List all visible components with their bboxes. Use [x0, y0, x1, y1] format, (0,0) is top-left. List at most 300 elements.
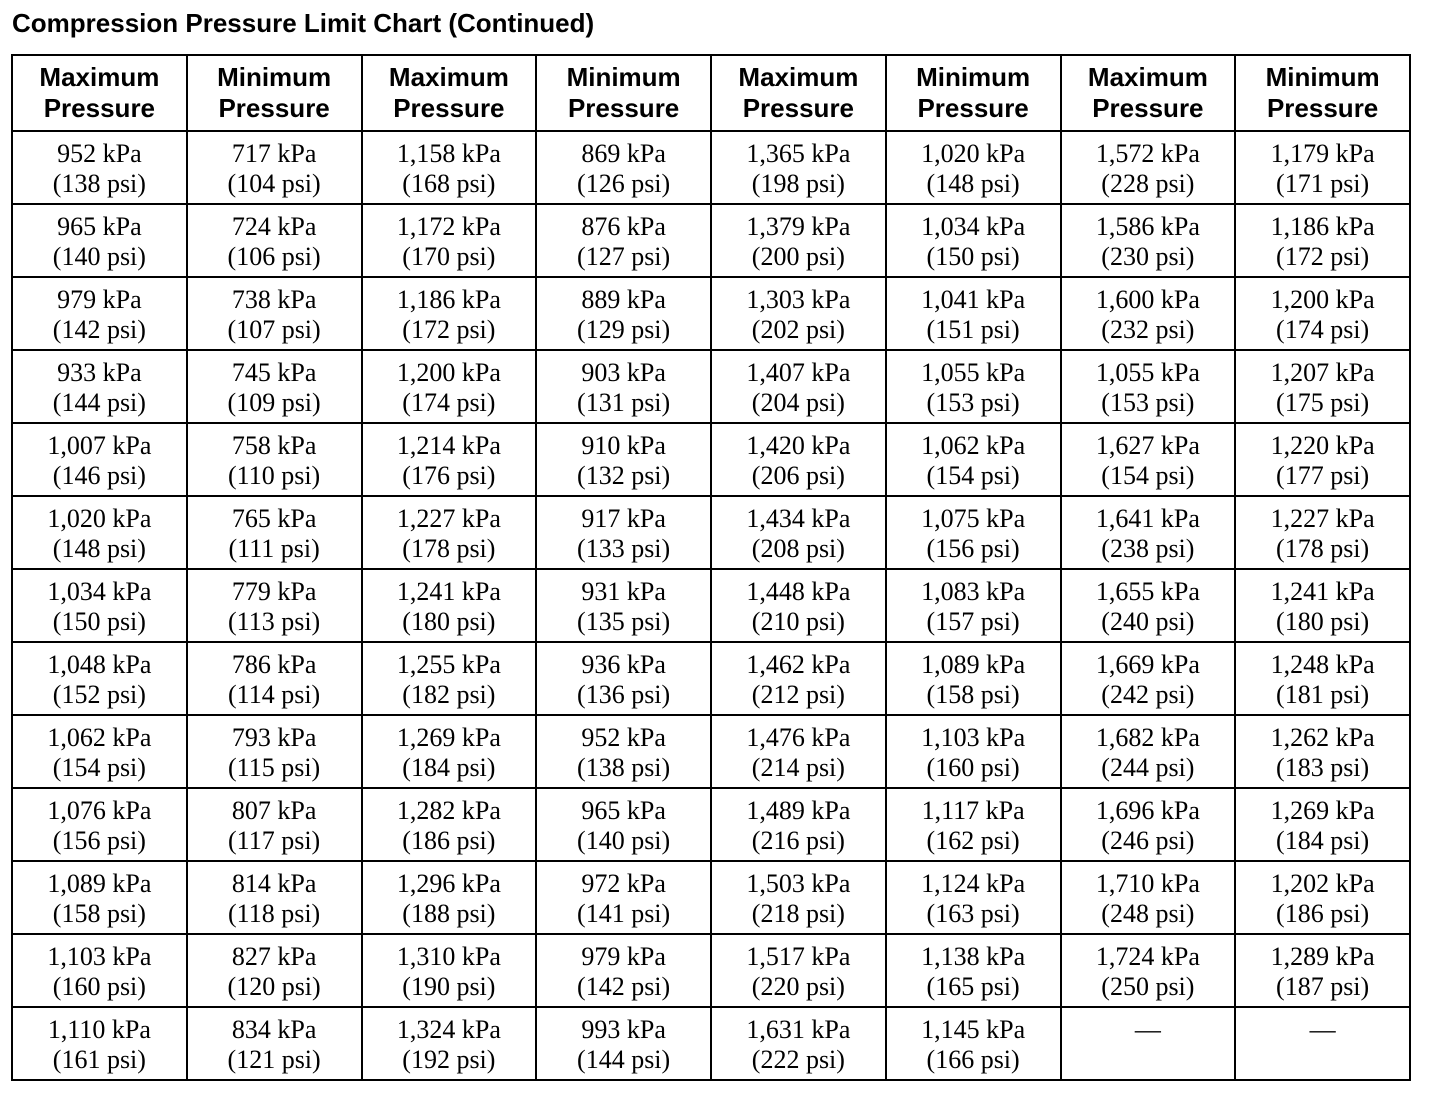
table-cell [886, 715, 1061, 788]
table-cell [1061, 934, 1236, 1007]
table-cell [711, 350, 886, 423]
cell-value-psi: (140 psi) [577, 826, 671, 855]
table-cell [711, 131, 886, 204]
cell-value-psi: (104 psi) [227, 169, 321, 198]
table-cell [12, 788, 187, 861]
cell-value-kpa: 1,572 kPa [1095, 139, 1200, 168]
table-cell [1061, 496, 1236, 569]
cell-value-psi: (238 psi) [1101, 534, 1195, 563]
cell-value-psi: (240 psi) [1101, 607, 1195, 636]
cell-value-psi: (168 psi) [402, 169, 496, 198]
table-cell [1061, 788, 1236, 861]
table-cell [1061, 204, 1236, 277]
cell-value-kpa: 1,710 kPa [1095, 869, 1200, 898]
cell-value-kpa: 1,041 kPa [921, 285, 1026, 314]
cell-value-psi: (144 psi) [577, 1045, 671, 1074]
cell-value-psi: (178 psi) [402, 534, 496, 563]
cell-value-psi: (161 psi) [52, 1045, 146, 1074]
table-cell [886, 350, 1061, 423]
cell-value-kpa: 1,627 kPa [1095, 431, 1200, 460]
table-cell [536, 496, 711, 569]
cell-value-psi: (110 psi) [228, 461, 321, 490]
cell-value-psi: (200 psi) [751, 242, 845, 271]
cell-value-psi: (160 psi) [926, 753, 1020, 782]
cell-value-psi: (184 psi) [402, 753, 496, 782]
cell-value-psi: (172 psi) [402, 315, 496, 344]
table-row [12, 1007, 1410, 1080]
cell-value-kpa: 1,076 kPa [47, 796, 152, 825]
cell-value-kpa: 952 kPa [57, 139, 142, 168]
cell-value-psi: (148 psi) [52, 534, 146, 563]
table-cell [886, 861, 1061, 934]
cell-value-psi: (158 psi) [52, 899, 146, 928]
cell-value-kpa: 1,641 kPa [1095, 504, 1200, 533]
table-cell [711, 204, 886, 277]
cell-value-psi: (206 psi) [751, 461, 845, 490]
cell-value-psi: (174 psi) [1276, 315, 1370, 344]
cell-value-kpa: 834 kPa [231, 1015, 317, 1044]
column-header-6 [886, 55, 1061, 131]
cell-value-kpa: 1,158 kPa [396, 139, 501, 168]
cell-value-psi: (228 psi) [1101, 169, 1195, 198]
table-cell [362, 1007, 537, 1080]
table-cell [12, 569, 187, 642]
table-cell [187, 423, 362, 496]
table-cell [1235, 861, 1410, 934]
cell-value-kpa: 1,255 kPa [396, 650, 501, 679]
cell-value-psi: (184 psi) [1276, 826, 1370, 855]
cell-value-psi: (113 psi) [228, 607, 321, 636]
cell-value-kpa: 1,110 kPa [47, 1015, 151, 1044]
cell-value-psi: (198 psi) [751, 169, 845, 198]
cell-value-kpa: 933 kPa [57, 358, 142, 387]
cell-value-psi: (174 psi) [402, 388, 496, 417]
cell-value-kpa: 1,020 kPa [921, 139, 1026, 168]
column-header-2 [187, 55, 362, 131]
cell-value-psi: (153 psi) [1101, 388, 1195, 417]
cell-value-kpa: 952 kPa [581, 723, 666, 752]
table-cell [1061, 423, 1236, 496]
cell-value-psi: (210 psi) [751, 607, 845, 636]
cell-value-psi: (142 psi) [52, 315, 146, 344]
cell-value-psi: (114 psi) [228, 680, 321, 709]
table-cell [1235, 788, 1410, 861]
table-cell [886, 204, 1061, 277]
column-header-8 [1235, 55, 1410, 131]
table-cell [12, 861, 187, 934]
cell-value-psi: (186 psi) [1276, 899, 1370, 928]
cell-value-psi: (166 psi) [926, 1045, 1020, 1074]
cell-value-psi: (118 psi) [228, 899, 321, 928]
table-cell [187, 788, 362, 861]
table-cell [1235, 423, 1410, 496]
cell-value-psi: (115 psi) [228, 753, 321, 782]
column-header-line: Pressure [567, 93, 680, 123]
table-cell [711, 934, 886, 1007]
table-cell [362, 788, 537, 861]
cell-value-psi: (222 psi) [751, 1045, 845, 1074]
column-header-line: Minimum [217, 62, 332, 92]
cell-value-kpa: 917 kPa [581, 504, 666, 533]
column-header-line: Pressure [393, 93, 505, 123]
table-cell [1061, 569, 1236, 642]
table-cell [711, 569, 886, 642]
column-header-line: Pressure [1266, 93, 1379, 123]
cell-value-psi: (140 psi) [52, 242, 146, 271]
cell-value-psi: (170 psi) [402, 242, 496, 271]
cell-value-psi: (121 psi) [227, 1045, 321, 1074]
table-cell [1235, 715, 1410, 788]
table-cell [362, 861, 537, 934]
cell-value-kpa: 1,248 kPa [1270, 650, 1375, 679]
cell-value-psi: (162 psi) [926, 826, 1020, 855]
table-cell [1061, 131, 1236, 204]
cell-value-kpa: 1,200 kPa [396, 358, 501, 387]
table-cell [536, 131, 711, 204]
cell-value-psi: (177 psi) [1276, 461, 1370, 490]
cell-value-psi: (144 psi) [52, 388, 146, 417]
table-row [12, 715, 1410, 788]
cell-value-psi: (142 psi) [577, 972, 671, 1001]
table-cell [187, 1007, 362, 1080]
cell-value-kpa: 1,186 kPa [1270, 212, 1375, 241]
cell-value-psi: (107 psi) [227, 315, 321, 344]
cell-value-kpa: 1,207 kPa [1270, 358, 1375, 387]
table-cell [12, 1007, 187, 1080]
cell-value-kpa: 1,034 kPa [921, 212, 1026, 241]
cell-value-psi: (230 psi) [1101, 242, 1195, 271]
cell-value-psi: (242 psi) [1101, 680, 1195, 709]
cell-value-kpa: 1,055 kPa [1095, 358, 1200, 387]
cell-value-kpa: 717 kPa [231, 139, 317, 168]
cell-value-psi: (150 psi) [926, 242, 1020, 271]
table-cell [1061, 1007, 1236, 1080]
cell-value-psi: (178 psi) [1276, 534, 1370, 563]
table-row [12, 423, 1410, 496]
table-cell [187, 131, 362, 204]
cell-value-psi: (138 psi) [577, 753, 671, 782]
table-cell [886, 423, 1061, 496]
cell-value-kpa: 972 kPa [581, 869, 666, 898]
table-cell [536, 861, 711, 934]
column-header-line: Maximum [388, 62, 509, 92]
cell-value-kpa: 814 kPa [231, 869, 317, 898]
table-cell [1061, 715, 1236, 788]
cell-value-psi: (214 psi) [751, 753, 845, 782]
cell-value-psi: (190 psi) [402, 972, 496, 1001]
cell-value-psi: (117 psi) [228, 826, 321, 855]
cell-value-psi: (180 psi) [402, 607, 496, 636]
cell-value-psi: (106 psi) [227, 242, 321, 271]
column-header-line: Pressure [917, 93, 1029, 123]
cell-value-psi: (136 psi) [577, 680, 671, 709]
cell-value-psi: (186 psi) [402, 826, 496, 855]
cell-value-psi: (146 psi) [52, 461, 146, 490]
cell-value-kpa: 1,303 kPa [746, 285, 851, 314]
cell-value-psi: (127 psi) [577, 242, 671, 271]
cell-value-psi: (171 psi) [1276, 169, 1370, 198]
column-header-line: Pressure [1092, 93, 1204, 123]
table-cell [12, 204, 187, 277]
cell-value-kpa: 1,476 kPa [746, 723, 851, 752]
cell-value-kpa: 1,724 kPa [1095, 942, 1200, 971]
table-cell [12, 496, 187, 569]
cell-value-psi: (187 psi) [1276, 972, 1370, 1001]
cell-value-kpa: 1,124 kPa [921, 869, 1026, 898]
cell-value-kpa: 1,062 kPa [921, 431, 1026, 460]
cell-value-kpa: — [1134, 1015, 1161, 1044]
table-cell [12, 715, 187, 788]
table-cell [886, 277, 1061, 350]
table-cell [362, 642, 537, 715]
cell-value-kpa: 765 kPa [231, 504, 317, 533]
column-header-line: Minimum [566, 62, 681, 92]
cell-value-psi: (175 psi) [1276, 388, 1370, 417]
cell-value-kpa: 1,324 kPa [396, 1015, 501, 1044]
table-cell [886, 934, 1061, 1007]
table-cell [362, 350, 537, 423]
cell-value-kpa: 827 kPa [231, 942, 317, 971]
table-cell [536, 1007, 711, 1080]
cell-value-kpa: 1,145 kPa [921, 1015, 1026, 1044]
table-cell [12, 934, 187, 1007]
table-cell [886, 1007, 1061, 1080]
cell-value-kpa: 1,682 kPa [1095, 723, 1200, 752]
table-cell [711, 423, 886, 496]
table-cell [187, 204, 362, 277]
cell-value-kpa: 1,289 kPa [1270, 942, 1375, 971]
cell-value-psi: (157 psi) [926, 607, 1020, 636]
cell-value-psi: (111 psi) [228, 534, 320, 563]
cell-value-kpa: 1,448 kPa [746, 577, 851, 606]
cell-value-psi: (131 psi) [577, 388, 671, 417]
cell-value-kpa: 724 kPa [231, 212, 317, 241]
column-header-7 [1061, 55, 1236, 131]
cell-value-kpa: 965 kPa [57, 212, 142, 241]
cell-value-kpa: 1,503 kPa [746, 869, 851, 898]
cell-value-kpa: 1,669 kPa [1095, 650, 1200, 679]
cell-value-kpa: 779 kPa [231, 577, 317, 606]
table-cell [187, 934, 362, 1007]
table-cell [1235, 131, 1410, 204]
table-cell [187, 277, 362, 350]
cell-value-psi: (232 psi) [1101, 315, 1195, 344]
cell-value-kpa: 745 kPa [231, 358, 317, 387]
cell-value-psi: (188 psi) [402, 899, 496, 928]
table-row [12, 861, 1410, 934]
column-header-line: Minimum [916, 62, 1031, 92]
cell-value-psi: (154 psi) [52, 753, 146, 782]
cell-value-psi: (126 psi) [577, 169, 671, 198]
cell-value-kpa: 1,117 kPa [921, 796, 1025, 825]
cell-value-psi: (212 psi) [751, 680, 845, 709]
cell-value-kpa: 1,055 kPa [921, 358, 1026, 387]
table-cell [711, 788, 886, 861]
cell-value-kpa: 869 kPa [581, 139, 666, 168]
cell-value-kpa: 936 kPa [581, 650, 666, 679]
cell-value-psi: (180 psi) [1276, 607, 1370, 636]
column-header-line: Pressure [218, 93, 330, 123]
cell-value-psi: (182 psi) [402, 680, 496, 709]
cell-value-kpa: 903 kPa [581, 358, 666, 387]
cell-value-psi: (160 psi) [52, 972, 146, 1001]
column-header-5 [711, 55, 886, 131]
table-cell [362, 277, 537, 350]
table-cell [536, 569, 711, 642]
cell-value-psi: (250 psi) [1101, 972, 1195, 1001]
cell-value-kpa: 1,227 kPa [396, 504, 501, 533]
cell-value-psi: (172 psi) [1276, 242, 1370, 271]
table-cell [711, 1007, 886, 1080]
cell-value-psi: (154 psi) [926, 461, 1020, 490]
cell-value-kpa: 1,269 kPa [1270, 796, 1375, 825]
table-cell [1235, 1007, 1410, 1080]
table-cell [362, 496, 537, 569]
cell-value-psi: (176 psi) [402, 461, 496, 490]
cell-value-kpa: 1,089 kPa [47, 869, 152, 898]
table-row [12, 350, 1410, 423]
table-cell [886, 496, 1061, 569]
column-header-line: Pressure [742, 93, 855, 123]
cell-value-psi: (152 psi) [52, 680, 146, 709]
table-cell [886, 642, 1061, 715]
cell-value-psi: (208 psi) [751, 534, 845, 563]
column-header-line: Maximum [738, 62, 859, 92]
table-cell [711, 496, 886, 569]
cell-value-kpa: 876 kPa [581, 212, 666, 241]
cell-value-psi: (132 psi) [577, 461, 671, 490]
table-cell [12, 423, 187, 496]
cell-value-kpa: 1,600 kPa [1095, 285, 1200, 314]
cell-value-kpa: 931 kPa [581, 577, 666, 606]
cell-value-kpa: 1,365 kPa [746, 139, 851, 168]
cell-value-kpa: 979 kPa [57, 285, 142, 314]
cell-value-kpa: 1,089 kPa [921, 650, 1026, 679]
cell-value-kpa: 1,696 kPa [1095, 796, 1200, 825]
table-cell [1061, 642, 1236, 715]
cell-value-kpa: 1,179 kPa [1270, 139, 1375, 168]
cell-value-kpa: 1,269 kPa [396, 723, 501, 752]
cell-value-kpa: 1,379 kPa [746, 212, 851, 241]
cell-value-kpa: 1,310 kPa [396, 942, 501, 971]
table-cell [711, 277, 886, 350]
cell-value-psi: (148 psi) [926, 169, 1020, 198]
cell-value-kpa: 1,103 kPa [921, 723, 1026, 752]
cell-value-kpa: 1,083 kPa [921, 577, 1026, 606]
table-row [12, 569, 1410, 642]
cell-value-kpa: 793 kPa [231, 723, 317, 752]
cell-value-kpa: 965 kPa [581, 796, 666, 825]
cell-value-psi: (204 psi) [751, 388, 845, 417]
cell-value-kpa: 910 kPa [581, 431, 666, 460]
table-cell [1061, 277, 1236, 350]
table-cell [536, 277, 711, 350]
table-row [12, 788, 1410, 861]
table-row [12, 934, 1410, 1007]
cell-value-kpa: 1,407 kPa [746, 358, 851, 387]
cell-value-kpa: 979 kPa [581, 942, 666, 971]
table-cell [886, 131, 1061, 204]
table-cell [886, 569, 1061, 642]
cell-value-kpa: 1,020 kPa [47, 504, 152, 533]
cell-value-psi: (151 psi) [926, 315, 1020, 344]
table-cell [711, 861, 886, 934]
cell-value-kpa: 1,138 kPa [921, 942, 1026, 971]
cell-value-psi: (202 psi) [751, 315, 845, 344]
cell-value-kpa: 1,062 kPa [47, 723, 152, 752]
cell-value-kpa: 786 kPa [231, 650, 317, 679]
cell-value-kpa: 1,186 kPa [396, 285, 501, 314]
cell-value-kpa: 1,007 kPa [47, 431, 152, 460]
table-cell [187, 642, 362, 715]
table-cell [536, 350, 711, 423]
cell-value-kpa: 1,241 kPa [396, 577, 501, 606]
cell-value-psi: (244 psi) [1101, 753, 1195, 782]
table-cell [711, 715, 886, 788]
cell-value-kpa: 1,655 kPa [1095, 577, 1200, 606]
table-cell [187, 569, 362, 642]
cell-value-kpa: 1,214 kPa [396, 431, 501, 460]
table-cell [187, 350, 362, 423]
cell-value-psi: (129 psi) [577, 315, 671, 344]
table-cell [362, 934, 537, 1007]
cell-value-psi: (216 psi) [751, 826, 845, 855]
cell-value-psi: (156 psi) [52, 826, 146, 855]
cell-value-kpa: 1,631 kPa [746, 1015, 851, 1044]
table-cell [536, 642, 711, 715]
table-cell [886, 788, 1061, 861]
table-cell [12, 131, 187, 204]
cell-value-kpa: 1,420 kPa [746, 431, 851, 460]
table-body [12, 131, 1410, 1080]
cell-value-psi: (138 psi) [52, 169, 146, 198]
table-cell [362, 569, 537, 642]
cell-value-kpa: 1,434 kPa [746, 504, 851, 533]
cell-value-kpa: 1,462 kPa [746, 650, 851, 679]
cell-value-kpa: 1,586 kPa [1095, 212, 1200, 241]
cell-value-kpa: 758 kPa [231, 431, 317, 460]
cell-value-kpa: 1,489 kPa [746, 796, 851, 825]
cell-value-kpa: 1,227 kPa [1270, 504, 1375, 533]
table-cell [1235, 934, 1410, 1007]
cell-value-psi: (141 psi) [577, 899, 671, 928]
cell-value-kpa: 1,517 kPa [746, 942, 851, 971]
cell-value-kpa: 807 kPa [231, 796, 317, 825]
compression-pressure-table [11, 54, 1411, 1081]
table-row [12, 496, 1410, 569]
table-cell [536, 423, 711, 496]
cell-value-kpa: — [1309, 1015, 1336, 1044]
column-header-line: Pressure [43, 93, 156, 123]
table-cell [362, 204, 537, 277]
table-cell [1235, 642, 1410, 715]
column-header-3 [362, 55, 537, 131]
cell-value-psi: (153 psi) [926, 388, 1020, 417]
cell-value-kpa: 1,048 kPa [47, 650, 152, 679]
table-row [12, 642, 1410, 715]
cell-value-kpa: 1,282 kPa [396, 796, 501, 825]
cell-value-psi: (220 psi) [751, 972, 845, 1001]
table-cell [187, 496, 362, 569]
table-cell [187, 861, 362, 934]
table-cell [187, 715, 362, 788]
cell-value-kpa: 1,172 kPa [396, 212, 501, 241]
cell-value-psi: (192 psi) [402, 1045, 496, 1074]
table-cell [1061, 350, 1236, 423]
cell-value-kpa: 1,075 kPa [921, 504, 1026, 533]
cell-value-psi: (156 psi) [926, 534, 1020, 563]
cell-value-psi: (133 psi) [577, 534, 671, 563]
